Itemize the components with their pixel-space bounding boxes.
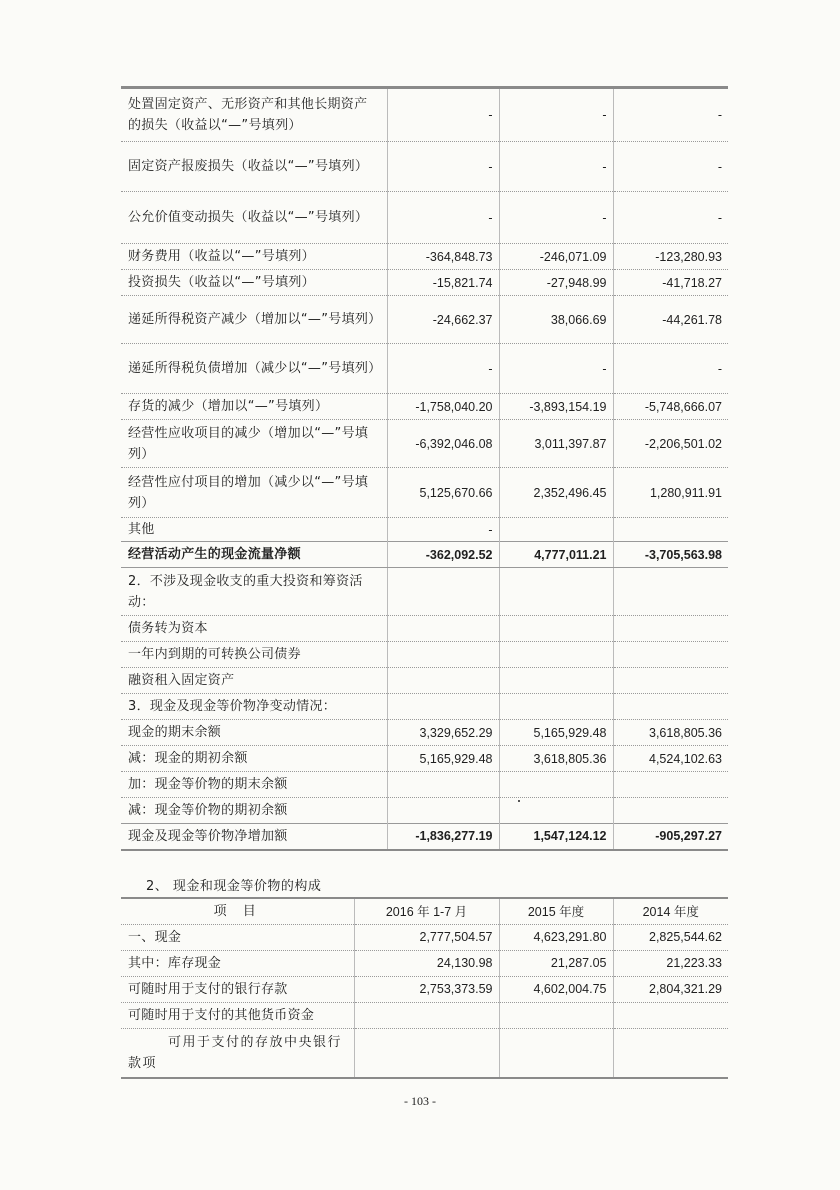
table-row <box>121 518 728 542</box>
value-2015 <box>499 518 613 542</box>
row-label: 减：现金等价物的期初余额 <box>121 798 387 824</box>
row-label: 现金的期末余额 <box>121 720 387 746</box>
header-2014: 2014 年度 <box>613 898 728 924</box>
value-2016: 5,165,929.48 <box>387 746 499 772</box>
section-heading-row <box>121 568 728 616</box>
row-label: 可随时用于支付的银行存款 <box>121 976 354 1002</box>
value-2016: - <box>387 142 499 192</box>
table-row-total <box>121 542 728 568</box>
row-label: 可用于支付的存放中央银行款项 <box>121 1028 354 1078</box>
value-2016 <box>387 668 499 694</box>
table-row <box>121 924 728 950</box>
value-2016 <box>387 772 499 798</box>
row-label: 融资租入固定资产 <box>121 668 387 694</box>
value-2016: - <box>387 192 499 244</box>
table-row <box>121 668 728 694</box>
value-2015: 2,352,496.45 <box>499 468 613 518</box>
cash-flow-supplement-table <box>121 86 728 851</box>
value-2016: -1,836,277.19 <box>387 824 499 850</box>
row-label: 经营性应付项目的增加（减少以“—”号填列） <box>121 468 387 518</box>
table-row <box>121 192 728 244</box>
table-row <box>121 1028 728 1078</box>
table-row <box>121 1002 728 1028</box>
table-row <box>121 642 728 668</box>
row-label: 其他 <box>121 518 387 542</box>
row-label: 加：现金等价物的期末余额 <box>121 772 387 798</box>
value-2015: - <box>499 142 613 192</box>
table-row <box>121 394 728 420</box>
section-caption: 2、 现金和现金等价物的构成 <box>146 879 322 894</box>
value-2014: 3,618,805.36 <box>613 720 728 746</box>
value-2015: 4,623,291.80 <box>499 924 613 950</box>
value-2016: -364,848.73 <box>387 244 499 270</box>
value-2016: -362,092.52 <box>387 542 499 568</box>
row-label: 可随时用于支付的其他货币资金 <box>121 1002 354 1028</box>
value-2014 <box>613 616 728 642</box>
value-2014: -905,297.27 <box>613 824 728 850</box>
table-header-row <box>121 898 728 924</box>
value-2015: - <box>499 88 613 142</box>
value-2015 <box>499 772 613 798</box>
value-2014: 2,825,544.62 <box>613 924 728 950</box>
value-2014: -5,748,666.07 <box>613 394 728 420</box>
value-2015: 4,602,004.75 <box>499 976 613 1002</box>
value-2014: 4,524,102.63 <box>613 746 728 772</box>
value-2014 <box>613 798 728 824</box>
value-2015: - <box>499 344 613 394</box>
row-label: 处置固定资产、无形资产和其他长期资产的损失（收益以“—”号填列） <box>121 88 387 142</box>
value-2016: - <box>387 344 499 394</box>
value-2014: - <box>613 192 728 244</box>
value-2016 <box>387 568 499 616</box>
row-label: 现金及现金等价物净增加额 <box>121 824 387 850</box>
value-2014: 1,280,911.91 <box>613 468 728 518</box>
value-2015 <box>499 1028 613 1078</box>
table-row <box>121 270 728 296</box>
value-2014 <box>613 1002 728 1028</box>
value-2015: -246,071.09 <box>499 244 613 270</box>
value-2015 <box>499 642 613 668</box>
table-row <box>121 420 728 468</box>
row-label: 3．现金及现金等价物净变动情况： <box>121 694 387 720</box>
header-item: 项 目 <box>121 898 354 924</box>
value-2015: 21,287.05 <box>499 950 613 976</box>
row-label: 递延所得税资产减少（增加以“—”号填列） <box>121 296 387 344</box>
table-row <box>121 468 728 518</box>
value-2016: -15,821.74 <box>387 270 499 296</box>
row-label: 投资损失（收益以“—”号填列） <box>121 270 387 296</box>
value-2014: -3,705,563.98 <box>613 542 728 568</box>
value-2014 <box>613 642 728 668</box>
row-label: 一年内到期的可转换公司债券 <box>121 642 387 668</box>
scan-speck <box>518 800 520 802</box>
value-2015: 38,066.69 <box>499 296 613 344</box>
row-label: 递延所得税负债增加（减少以“—”号填列） <box>121 344 387 394</box>
value-2015 <box>499 668 613 694</box>
table-row <box>121 798 728 824</box>
value-2016: -6,392,046.08 <box>387 420 499 468</box>
value-2015: -3,893,154.19 <box>499 394 613 420</box>
value-2015: 3,011,397.87 <box>499 420 613 468</box>
value-2015: 5,165,929.48 <box>499 720 613 746</box>
value-2015 <box>499 798 613 824</box>
value-2016 <box>387 798 499 824</box>
section-heading-row <box>121 694 728 720</box>
table-row <box>121 244 728 270</box>
value-2015 <box>499 694 613 720</box>
value-2014 <box>613 694 728 720</box>
value-2015: - <box>499 192 613 244</box>
row-label: 固定资产报废损失（收益以“—”号填列） <box>121 142 387 192</box>
row-label: 其中：库存现金 <box>121 950 354 976</box>
table-row <box>121 88 728 142</box>
value-2014: - <box>613 142 728 192</box>
row-label: 2．不涉及现金收支的重大投资和筹资活动： <box>121 568 387 616</box>
value-2016 <box>387 694 499 720</box>
table-row <box>121 976 728 1002</box>
value-2015: 3,618,805.36 <box>499 746 613 772</box>
table-row <box>121 950 728 976</box>
cash-equivalents-table <box>121 897 728 1079</box>
row-label: 财务费用（收益以“—”号填列） <box>121 244 387 270</box>
value-2014 <box>613 668 728 694</box>
row-label: 存货的减少（增加以“—”号填列） <box>121 394 387 420</box>
value-2016 <box>387 616 499 642</box>
value-2016: -24,662.37 <box>387 296 499 344</box>
value-2014 <box>613 518 728 542</box>
table-row <box>121 296 728 344</box>
table-row <box>121 344 728 394</box>
value-2016: 3,329,652.29 <box>387 720 499 746</box>
row-label: 经营活动产生的现金流量净额 <box>121 542 387 568</box>
header-2016: 2016 年 1-7 月 <box>354 898 499 924</box>
table-row <box>121 746 728 772</box>
table-row <box>121 142 728 192</box>
table-row <box>121 772 728 798</box>
value-2015: 1,547,124.12 <box>499 824 613 850</box>
value-2014: 2,804,321.29 <box>613 976 728 1002</box>
row-label: 减：现金的期初余额 <box>121 746 387 772</box>
value-2015 <box>499 616 613 642</box>
value-2015 <box>499 568 613 616</box>
value-2016: -1,758,040.20 <box>387 394 499 420</box>
row-label: 经营性应收项目的减少（增加以“—”号填列） <box>121 420 387 468</box>
value-2015: 4,777,011.21 <box>499 542 613 568</box>
value-2014: -44,261.78 <box>613 296 728 344</box>
value-2014: -123,280.93 <box>613 244 728 270</box>
value-2016 <box>354 1002 499 1028</box>
value-2016: 24,130.98 <box>354 950 499 976</box>
value-2014 <box>613 772 728 798</box>
value-2016: - <box>387 88 499 142</box>
value-2016: 2,777,504.57 <box>354 924 499 950</box>
value-2014 <box>613 1028 728 1078</box>
page-number: - 103 - <box>404 1094 436 1108</box>
header-2015: 2015 年度 <box>499 898 613 924</box>
value-2016: 2,753,373.59 <box>354 976 499 1002</box>
value-2016: - <box>387 518 499 542</box>
table-row <box>121 616 728 642</box>
row-label: 债务转为资本 <box>121 616 387 642</box>
value-2014 <box>613 568 728 616</box>
value-2015: -27,948.99 <box>499 270 613 296</box>
value-2014: -2,206,501.02 <box>613 420 728 468</box>
value-2016: 5,125,670.66 <box>387 468 499 518</box>
value-2014: -41,718.27 <box>613 270 728 296</box>
value-2014: 21,223.33 <box>613 950 728 976</box>
value-2016 <box>387 642 499 668</box>
table-row <box>121 720 728 746</box>
row-label: 一、现金 <box>121 924 354 950</box>
value-2016 <box>354 1028 499 1078</box>
value-2015 <box>499 1002 613 1028</box>
table-row-total <box>121 824 728 850</box>
row-label: 公允价值变动损失（收益以“—”号填列） <box>121 192 387 244</box>
value-2014: - <box>613 88 728 142</box>
value-2014: - <box>613 344 728 394</box>
